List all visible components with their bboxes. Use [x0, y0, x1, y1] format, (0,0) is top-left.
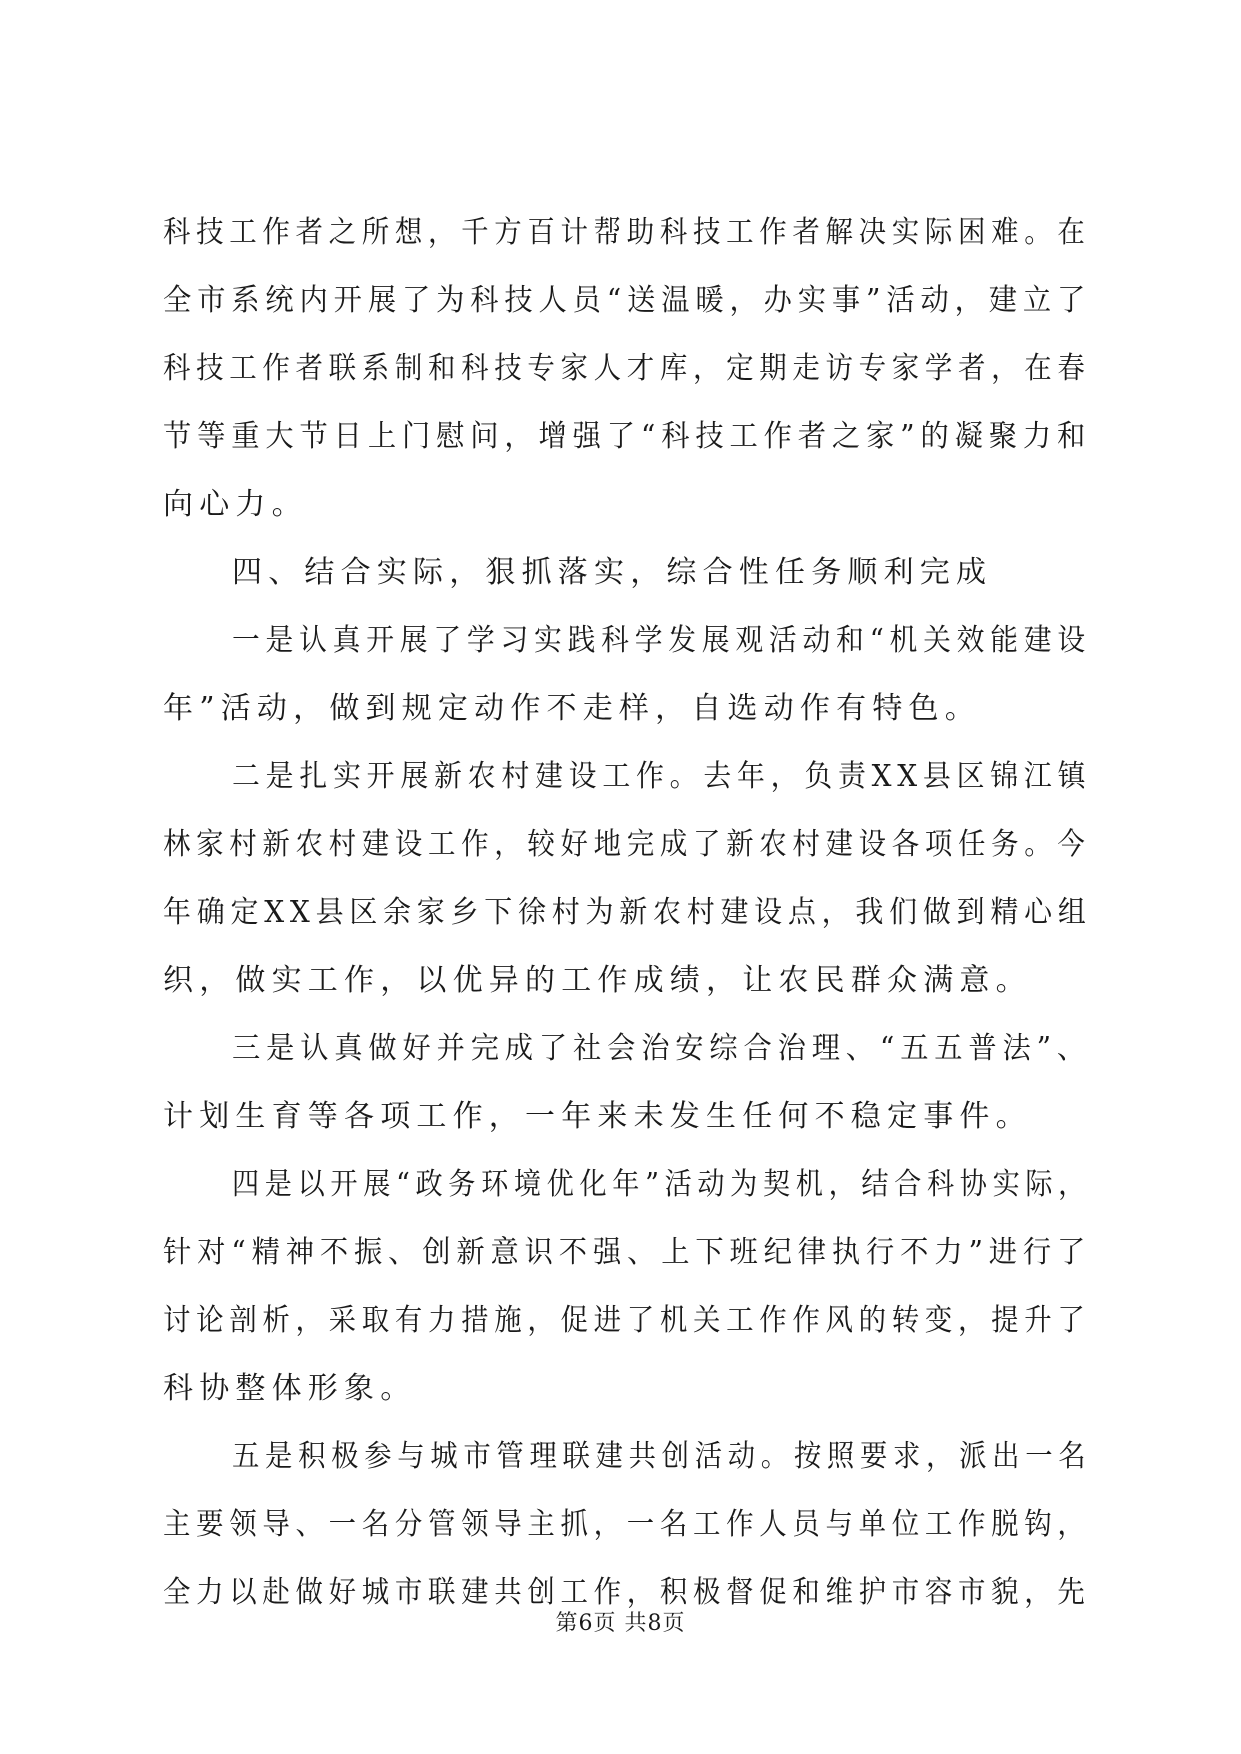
body-text-line: 林家村新农村建设工作，较好地完成了新农村建设各项任务。今	[163, 827, 1091, 862]
body-text-line: 讨论剖析，采取有力措施，促进了机关工作作风的转变，提升了	[163, 1303, 1091, 1338]
body-text-line: 二是扎实开展新农村建设工作。去年，负责XX县区锦江镇	[232, 759, 1092, 794]
body-text-line: 科协整体形象。	[163, 1371, 417, 1406]
body-text-line: 针对“精神不振、创新意识不强、上下班纪律执行不力”进行了	[163, 1235, 1092, 1270]
body-text-line: 向心力。	[163, 487, 308, 522]
body-text-line: 一是认真开展了学习实践科学发展观活动和“机关效能建设	[232, 623, 1091, 658]
body-text-line: 全力以赴做好城市联建共创工作，积极督促和维护市容市貌，先	[163, 1575, 1091, 1610]
body-text-line: 科技工作者联系制和科技专家人才库，定期走访专家学者，在春	[163, 351, 1091, 386]
body-text-line: 科技工作者之所想，千方百计帮助科技工作者解决实际困难。在	[163, 215, 1091, 250]
body-text-line: 全市系统内开展了为科技人员“送温暖，办实事”活动，建立了	[163, 283, 1092, 318]
section-heading: 四、结合实际，狠抓落实，综合性任务顺利完成	[232, 555, 993, 590]
body-text-line: 主要领导、一名分管领导主抓，一名工作人员与单位工作脱钩，	[163, 1507, 1091, 1542]
page-number-footer: 第6页 共8页	[555, 1611, 686, 1636]
body-text-line: 五是积极参与城市管理联建共创活动。按照要求，派出一名	[232, 1439, 1092, 1474]
body-text-line: 计划生育等各项工作，一年来未发生任何不稳定事件。	[163, 1099, 1032, 1134]
body-text-line: 三是认真做好并完成了社会治安综合治理、“五五普法”、	[232, 1031, 1091, 1066]
body-text-line: 节等重大节日上门慰问，增强了“科技工作者之家”的凝聚力和	[163, 419, 1092, 454]
body-text-line: 年”活动，做到规定动作不走样，自选动作有特色。	[163, 691, 981, 726]
body-text-line: 四是以开展“政务环境优化年”活动为契机，结合科协实际，	[232, 1167, 1091, 1202]
body-text-line: 年确定XX县区余家乡下徐村为新农村建设点，我们做到精心组	[163, 895, 1092, 930]
body-text-line: 织，做实工作，以优异的工作成绩，让农民群众满意。	[163, 963, 1032, 998]
